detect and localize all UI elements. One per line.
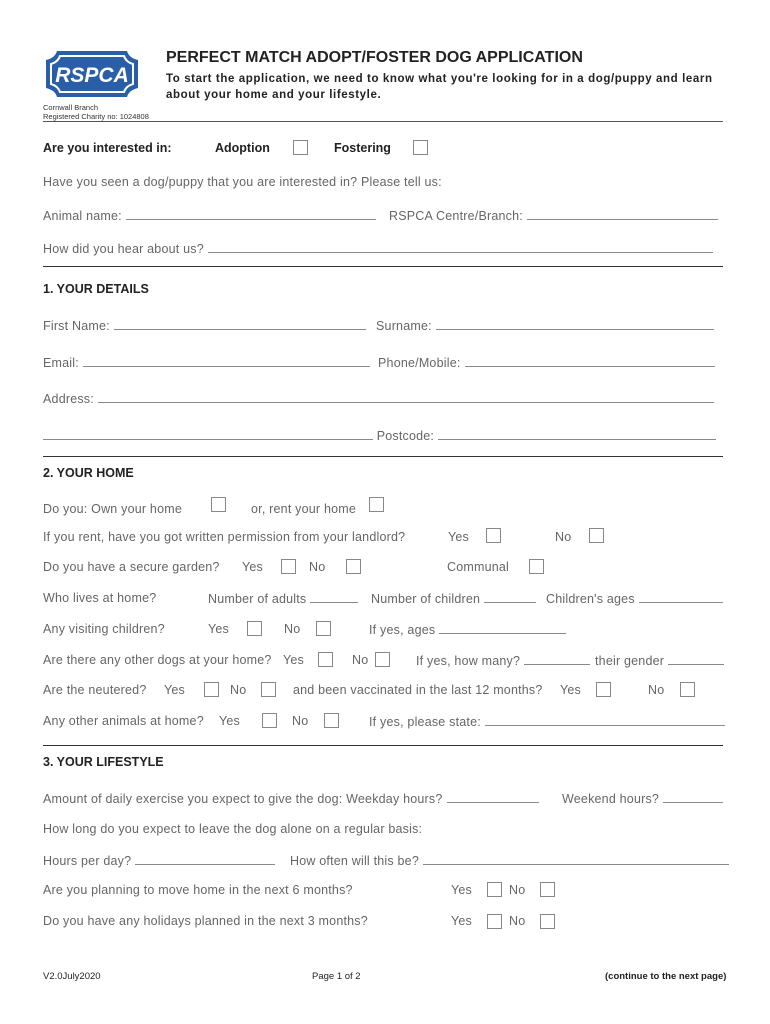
branch-name: Cornwall Branch: [43, 103, 99, 112]
how-often-row: [290, 853, 729, 868]
holidays-no-checkbox[interactable]: [540, 914, 555, 929]
vaccinated-no-checkbox[interactable]: [680, 682, 695, 697]
visiting-question: Any visiting children?: [43, 622, 165, 636]
garden-no-label: No: [309, 560, 326, 574]
move-yes-label: Yes: [451, 883, 472, 897]
permission-yes-checkbox[interactable]: [486, 528, 501, 543]
neutered-no-checkbox[interactable]: [261, 682, 276, 697]
communal-label: Communal: [447, 560, 510, 574]
neutered-no-label: No: [230, 683, 247, 697]
garden-no-checkbox[interactable]: [346, 559, 361, 574]
page-title: PERFECT MATCH ADOPT/FOSTER DOG APPLICATION: [166, 49, 583, 66]
rent-home-checkbox[interactable]: [369, 497, 384, 512]
visiting-yes-checkbox[interactable]: [247, 621, 262, 636]
exercise-row: [43, 791, 539, 806]
divider: [43, 456, 723, 457]
exercise-label: Amount of daily exercise you expect to give the dog: Weekday hours?: [43, 792, 443, 806]
interest-label: Are you interested in:: [43, 141, 172, 155]
centre-field[interactable]: [527, 208, 718, 220]
neutered-question: Are the neutered?: [43, 683, 147, 697]
rspca-logo: [43, 48, 141, 100]
how-often-label: How often will this be?: [290, 854, 419, 868]
visiting-yes-label: Yes: [208, 622, 229, 636]
dogs-yes-checkbox[interactable]: [318, 652, 333, 667]
permission-question: If you rent, have you got written permission from your landlord?: [43, 530, 406, 544]
address-line-2-field[interactable]: [43, 428, 373, 440]
divider: [43, 266, 723, 267]
visiting-no-label: No: [284, 622, 301, 636]
holidays-no-label: No: [509, 914, 526, 928]
intro-line-1: To start the application, we need to know what you're looking for in a dog/puppy and learn: [166, 73, 713, 85]
how-often-field[interactable]: [423, 853, 729, 865]
animals-state-field[interactable]: [485, 714, 725, 726]
page-number: Page 1 of 2: [312, 971, 361, 982]
charity-number: Registered Charity no: 1024808: [43, 112, 149, 121]
svg-text:RSPCA: RSPCA: [55, 64, 129, 87]
animal-name-field[interactable]: [126, 208, 376, 220]
hours-per-day-field[interactable]: [135, 853, 275, 865]
garden-question: Do you have a secure garden?: [43, 560, 220, 574]
fostering-label: Fostering: [334, 141, 391, 155]
alone-question: How long do you expect to leave the dog alone on a regular basis:: [43, 822, 423, 836]
phone-field[interactable]: [465, 355, 715, 367]
first-name-label: First Name:: [43, 319, 110, 333]
rent-home-label: or, rent your home: [251, 502, 357, 516]
neutered-yes-label: Yes: [164, 683, 185, 697]
garden-yes-label: Yes: [242, 560, 263, 574]
other-animals-question: Any other animals at home?: [43, 714, 204, 728]
centre-label: RSPCA Centre/Branch:: [389, 209, 523, 223]
vaccinated-yes-label: Yes: [560, 683, 581, 697]
visiting-no-checkbox[interactable]: [316, 621, 331, 636]
children-field[interactable]: [484, 591, 536, 603]
dogs-no-checkbox[interactable]: [375, 652, 390, 667]
phone-label: Phone/Mobile:: [378, 356, 461, 370]
surname-row: [376, 318, 714, 333]
adults-label: Number of adults: [208, 592, 307, 606]
centre-row: [389, 208, 718, 223]
how-many-label: If yes, how many?: [416, 654, 521, 668]
address-line-2-row: [43, 428, 716, 443]
move-no-checkbox[interactable]: [540, 882, 555, 897]
weekend-hours-field[interactable]: [663, 791, 723, 803]
children-label: Number of children: [371, 592, 481, 606]
address-row: [43, 391, 714, 406]
continue-note: (continue to the next page): [605, 971, 727, 982]
section-details-heading: 1. YOUR DETAILS: [43, 282, 149, 296]
branch-info: [43, 103, 149, 121]
address-field[interactable]: [98, 391, 714, 403]
how-many-field[interactable]: [524, 653, 590, 665]
vaccinated-no-label: No: [648, 683, 665, 697]
adoption-checkbox[interactable]: [293, 140, 308, 155]
first-name-field[interactable]: [114, 318, 366, 330]
adults-field[interactable]: [310, 591, 358, 603]
own-home-checkbox[interactable]: [211, 497, 226, 512]
animals-yes-label: Yes: [219, 714, 240, 728]
who-lives-question: Who lives at home?: [43, 591, 157, 605]
hear-field[interactable]: [208, 241, 713, 253]
visiting-ages-label: If yes, ages: [369, 623, 436, 637]
garden-yes-checkbox[interactable]: [281, 559, 296, 574]
gender-label: their gender: [595, 654, 665, 668]
adults-row: [208, 591, 358, 606]
weekday-hours-field[interactable]: [447, 791, 539, 803]
hear-label: How did you hear about us?: [43, 242, 204, 256]
section-home-heading: 2. YOUR HOME: [43, 466, 134, 480]
email-label: Email:: [43, 356, 79, 370]
fostering-checkbox[interactable]: [413, 140, 428, 155]
animal-name-row: [43, 208, 376, 223]
phone-row: [378, 355, 715, 370]
gender-row: [595, 653, 724, 668]
visiting-ages-field[interactable]: [439, 622, 566, 634]
divider: [43, 745, 723, 746]
dogs-no-label: No: [352, 653, 369, 667]
move-yes-checkbox[interactable]: [487, 882, 502, 897]
gender-field[interactable]: [668, 653, 724, 665]
neutered-yes-checkbox[interactable]: [204, 682, 219, 697]
animals-state-label: If yes, please state:: [369, 715, 481, 729]
own-home-label: Do you: Own your home: [43, 502, 182, 516]
holidays-yes-checkbox[interactable]: [487, 914, 502, 929]
hours-per-day-row: [43, 853, 275, 868]
version-label: V2.0July2020: [43, 971, 101, 982]
move-no-label: No: [509, 883, 526, 897]
move-question: Are you planning to move home in the next 6 months?: [43, 883, 353, 897]
postcode-label: Postcode:: [376, 429, 435, 443]
permission-no-checkbox[interactable]: [589, 528, 604, 543]
animals-no-checkbox[interactable]: [324, 713, 339, 728]
visiting-ages-row: [369, 622, 566, 637]
seen-dog-question: Have you seen a dog/puppy that you are interested in? Please tell us:: [43, 175, 442, 189]
section-lifestyle-heading: 3. YOUR LIFESTYLE: [43, 755, 164, 769]
children-row: [371, 591, 536, 606]
children-ages-label: Children's ages: [546, 592, 635, 606]
children-ages-row: [546, 591, 723, 606]
animals-yes-checkbox[interactable]: [262, 713, 277, 728]
children-ages-field[interactable]: [639, 591, 723, 603]
header-divider: [43, 121, 723, 122]
email-row: [43, 355, 370, 370]
how-many-row: [416, 653, 590, 668]
email-field[interactable]: [83, 355, 370, 367]
permission-no-label: No: [555, 530, 572, 544]
hear-row: [43, 241, 713, 256]
adoption-label: Adoption: [215, 141, 270, 155]
vaccinated-yes-checkbox[interactable]: [596, 682, 611, 697]
holidays-yes-label: Yes: [451, 914, 472, 928]
address-label: Address:: [43, 392, 94, 406]
weekend-row: [562, 791, 723, 806]
animal-name-label: Animal name:: [43, 209, 122, 223]
postcode-field[interactable]: [438, 428, 716, 440]
vaccinated-question: and been vaccinated in the last 12 months?: [293, 683, 543, 697]
surname-label: Surname:: [376, 319, 432, 333]
first-name-row: [43, 318, 366, 333]
surname-field[interactable]: [436, 318, 714, 330]
weekend-label: Weekend hours?: [562, 792, 660, 806]
holidays-question: Do you have any holidays planned in the next 3 months?: [43, 914, 368, 928]
hours-per-day-label: Hours per day?: [43, 854, 132, 868]
communal-checkbox[interactable]: [529, 559, 544, 574]
other-dogs-question: Are there any other dogs at your home?: [43, 653, 272, 667]
intro-line-2: about your home and your lifestyle.: [166, 89, 382, 101]
dogs-yes-label: Yes: [283, 653, 304, 667]
permission-yes-label: Yes: [448, 530, 469, 544]
animals-no-label: No: [292, 714, 309, 728]
animals-state-row: [369, 714, 725, 729]
